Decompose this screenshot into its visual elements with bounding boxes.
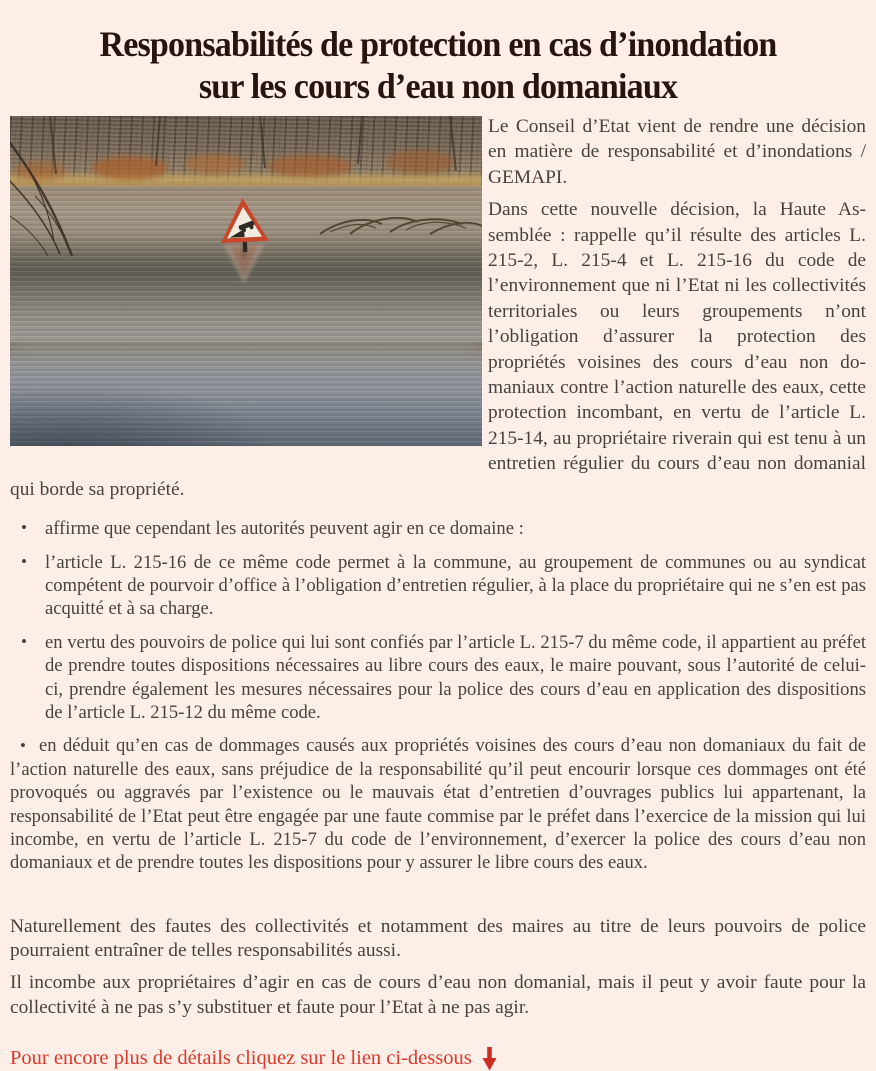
bullet-text: en vertu des pouvoirs de police qui lui sont confiés par l’article L. 215-7 du même code, il appartient au préfet de prendre toutes dispositions nécessaires au libre cours des eaux, le maire pouvant, sous l’autorité de celui-ci, prendre également les mesures nécessaires pour la police des cours d’eau en application des dispositions de l’article L. 215-12 du même code. [45, 631, 866, 723]
page-title-line2: sur les cours d’eau non domaniaux [198, 66, 678, 107]
bullet-icon: • [21, 518, 27, 538]
list-item [10, 551, 866, 621]
bullet-text: en déduit qu’en cas de dommages causés aux propriétés voisines des cours d’eau non domaniaux du fait de l’action naturelle des eaux, sans préjudice de la responsabilité qu’il peut encourir lorsque ces dommages ont été provoqués ou aggravés par l’existence ou le mauvais état d’entretien d’ouvrages publics lui appartenant, la responsabilité de l’Etat peut être engagée par une faute commise par le préfet dans l’exercice de la mission qui lui incombe, en vertu de l’article L. 215-7 du code de l’environnement, d’exercer la police des cours d’eau non domaniaux et de prendre toutes les dispositions pour y assurer le libre cours des eaux. [10, 735, 866, 874]
page-title [10, 24, 866, 107]
left-twigs [10, 136, 72, 256]
intro-paragraph-2: Dans cette nouvelle décision, la Haute Assemblée : rappelle qu’il résulte des articles L. 215-2, L. 215-4 et L. 215-16 du code de l’environnement que ni l’Etat ni les collectivités territoriales ou leurs groupements n’ont l’obligation d’assurer la protection des propriétés voisines des cours d’eau non domaniaux contre l’action naturelle des eaux, cette protection incombant, en vertu de l’article L. 215-14, au propriétaire riverain qui est tenu à un entretien régulier du cours d’eau non domanial qui borde sa propriété. [10, 199, 866, 500]
closing-paragraph-2: Il incombe aux propriétaires d’agir en cas de cours d’eau non domanial, mais il peut y avoir faute pour la collectivité à ne pas s’y substituer et faute pour l’Etat à ne pas agir. [10, 971, 866, 1018]
list-item [10, 631, 866, 725]
bullet-text: affirme que cependant les autorités peuvent agir en ce domaine : [45, 518, 524, 540]
link-prompt-text: Pour encore plus de détails cliquez sur le lien ci-dessous [10, 1047, 472, 1070]
intro-paragraph-1: Le Conseil d’Etat vient de rendre une décision en matière de responsabilité et d’inondations / GEMAPI. [488, 116, 866, 188]
bullet-icon: • [20, 736, 26, 756]
closing-paragraph-1: Naturellement des fautes des collectivités et notamment des maires au titre de leurs pouvoirs de police pourraient entraîner de telles responsabilités aussi. [10, 915, 866, 962]
orange-bushes [14, 150, 454, 181]
list-item [10, 517, 866, 540]
bullet-icon: • [21, 551, 27, 571]
down-arrow-icon [482, 1046, 497, 1071]
link-prompt-line [10, 1046, 866, 1071]
article-body [0, 114, 876, 1071]
closing-paragraphs [10, 915, 866, 1020]
page-title-line1: Responsabilités de protection en cas d’inondation [99, 25, 777, 65]
flood-river-photo [10, 116, 482, 446]
decision-bullet-list [10, 509, 866, 875]
bullet-icon: • [21, 631, 27, 651]
list-item [10, 734, 866, 874]
article-page [0, 24, 876, 1070]
bullet-text: l’article L. 215-16 de ce même code permet à la commune, au groupement de communes ou au syndicat compétent de pourvoir d’office à l’obligation d’entretien régulier, à la place du propriétaire qui ne s’en est pas acquitté et à sa charge. [45, 551, 866, 620]
submerged-bush [320, 218, 482, 234]
photo-overlay-art [10, 116, 482, 446]
